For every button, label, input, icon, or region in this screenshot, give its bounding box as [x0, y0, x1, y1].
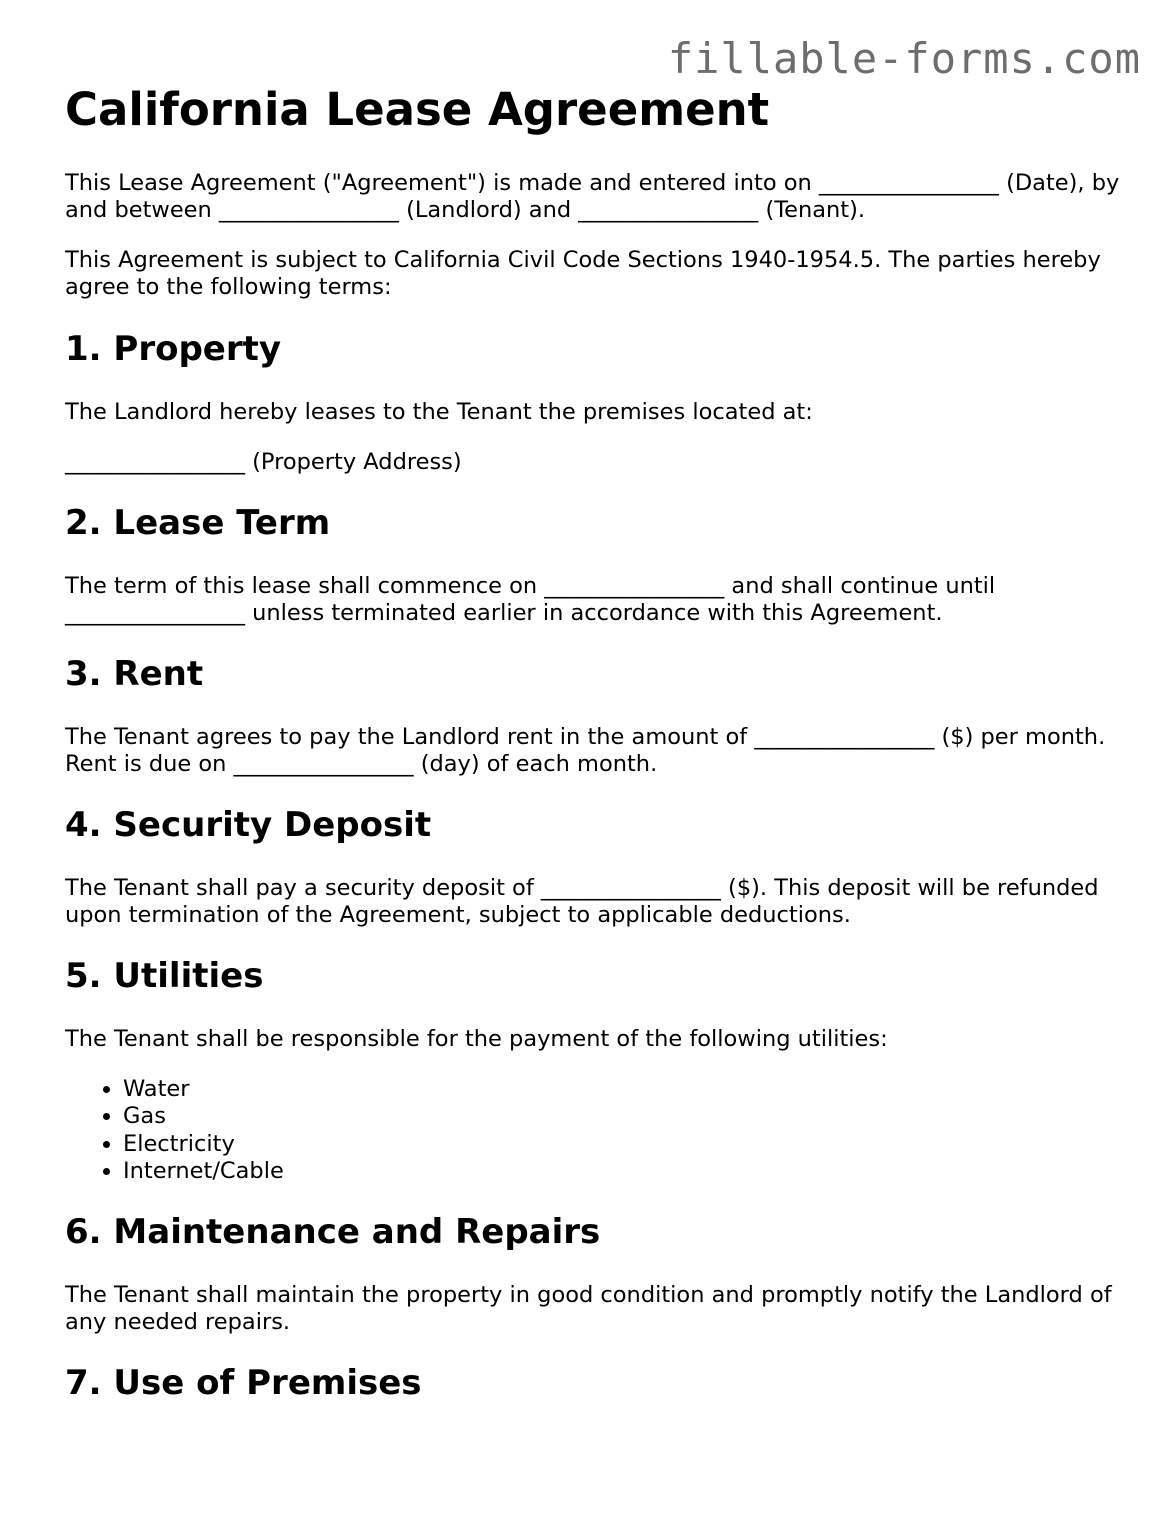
section-heading-maintenance: 6. Maintenance and Repairs	[65, 1212, 601, 1253]
utilities-list	[65, 1076, 1125, 1185]
section-text-lease-term: The term of this lease shall commence on ________________ and shall continue until ________________ unless terminated earlier in accordance with this Agreement.	[65, 573, 996, 626]
document-page	[65, 84, 1125, 1403]
list-item: • Internet/Cable	[123, 1158, 1125, 1185]
list-item: • Water	[123, 1076, 1125, 1103]
list-item: • Gas	[123, 1103, 1125, 1130]
section-heading-utilities: 5. Utilities	[65, 956, 264, 996]
property-address-line: ________________ (Property Address)	[65, 449, 462, 475]
section-text-rent: The Tenant agrees to pay the Landlord rent in the amount of ________________ ($) per month. Rent is due on ________________ (day) of each month.	[65, 724, 1106, 777]
document-title: California Lease Agreement	[65, 83, 770, 136]
watermark: fillable-forms.com	[667, 34, 1141, 83]
section-text-utilities: The Tenant shall be responsible for the payment of the following utilities:	[65, 1026, 888, 1052]
section-heading-lease-term: 2. Lease Term	[65, 503, 331, 543]
list-item: • Electricity	[123, 1131, 1125, 1158]
intro-paragraph: This Lease Agreement ("Agreement") is made and entered into on ________________ (Date), by and between ________________ (Landlord) and ________________ (Tenant).	[65, 170, 1120, 223]
section-heading-property: 1. Property	[65, 329, 282, 369]
intro-paragraph-code: This Agreement is subject to California Civil Code Sections 1940-1954.5. The parties hereby agree to the following terms:	[65, 247, 1101, 300]
section-text-property: The Landlord hereby leases to the Tenant the premises located at:	[65, 399, 813, 425]
section-text-maintenance: The Tenant shall maintain the property in good condition and promptly notify the Landlord of any needed repairs.	[65, 1282, 1112, 1336]
section-text-security-deposit: The Tenant shall pay a security deposit of ________________ ($). This deposit will be refunded upon termination of the Agreement, subject to applicable deductions.	[65, 875, 1099, 928]
section-heading-use-of-premises: 7. Use of Premises	[65, 1363, 422, 1404]
section-heading-rent: 3. Rent	[65, 654, 204, 694]
section-heading-security-deposit: 4. Security Deposit	[65, 805, 432, 845]
